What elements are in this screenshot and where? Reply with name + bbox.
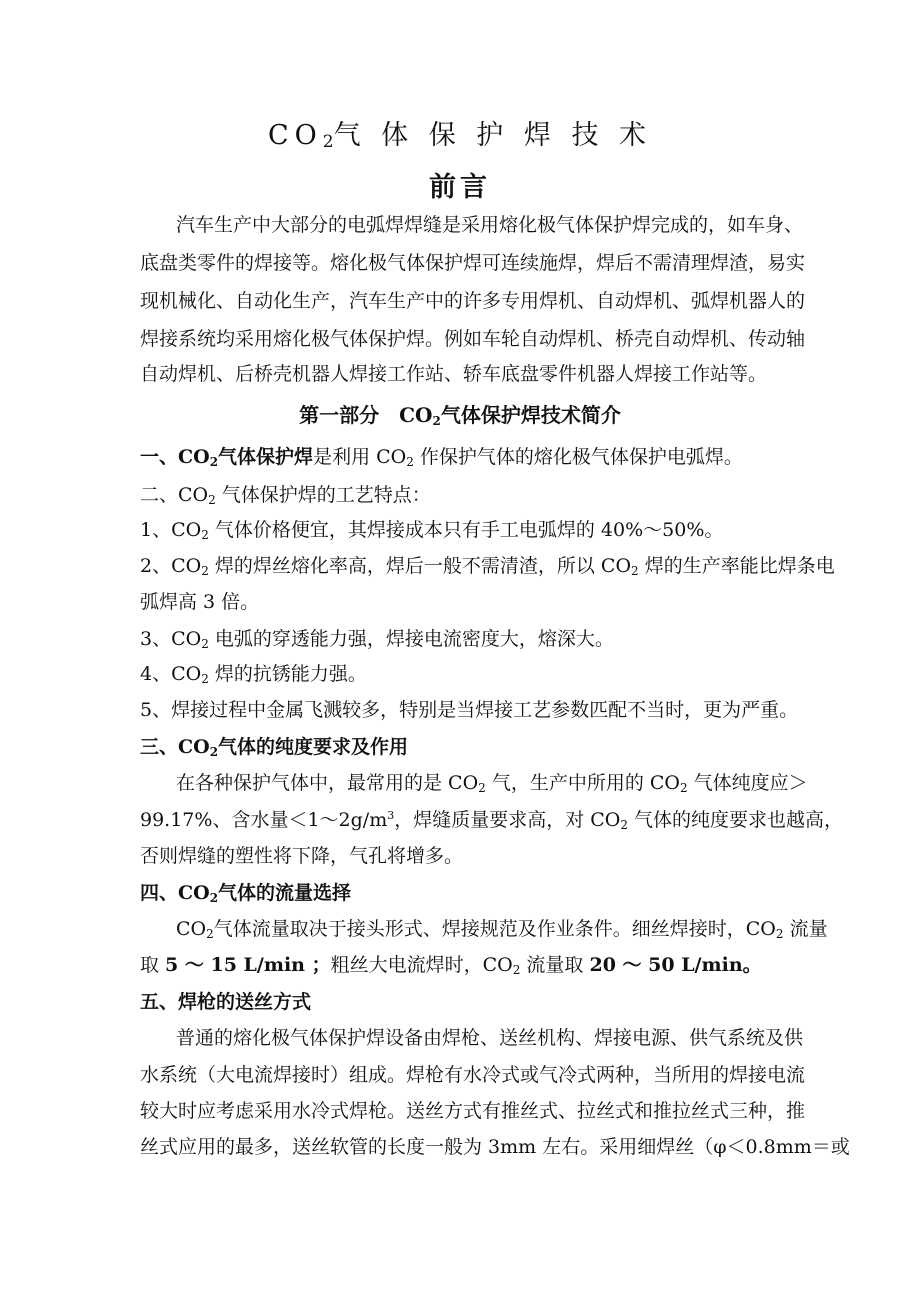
para-text: 流量取 (520, 954, 590, 976)
section-two-heading (140, 482, 800, 508)
preface-line: 自动焊机、后桥壳机器人焊接工作站、轿车底盘零件机器人焊接工作站等。 (140, 363, 768, 385)
preface-line: 现机械化、自动化生产，汽车生产中的许多专用焊机、自动焊机、弧焊机器人的 (140, 290, 806, 312)
torch-line: 较大时应考虑采用水冷式焊枪。送丝方式有推丝式、拉丝式和推拉丝式三种，推 (140, 1100, 806, 1122)
torch-line: 普通的熔化极气体保护焊设备由焊枪、送丝机构、焊接电源、供气系统及供 (176, 1027, 804, 1049)
flow-range-thick: 20 ～ 50 L/min。 (589, 954, 762, 976)
para-text: 取 (140, 954, 166, 976)
section-subscript: 2 (209, 891, 219, 905)
section-subscript: 2 (209, 745, 219, 759)
preface-line: 底盘类零件的焊接等。熔化极气体保护焊可连续施焊，焊后不需清理焊渣，易实 (140, 252, 806, 274)
heading-subscript: 2 (432, 414, 441, 428)
para-text: 流量 (783, 918, 828, 940)
item-subscript: 2 (201, 564, 209, 578)
para-text: ，焊缝质量要求高，对 CO (394, 809, 621, 831)
section-text: 气体的纯度要求及作用 (218, 736, 409, 758)
title-subscript: 2 (322, 132, 334, 152)
title-text: CO (267, 120, 323, 151)
section-text: 四、CO (140, 882, 210, 904)
preface-line: 焊接系统均采用熔化极气体保护焊。例如车轮自动焊机、桥壳自动焊机、传动轴 (140, 328, 806, 350)
feature-item-2-cont: 弧焊高 3 倍。 (140, 591, 260, 613)
preface-heading: 前言 (429, 172, 491, 203)
section-text: 作保护气体的熔化极气体保护电弧焊。 (413, 446, 743, 468)
para-text: 气体的纯度要求也越高， (628, 809, 844, 831)
item-text: 2、CO (140, 555, 202, 577)
title-text: 气 体 保 护 焊 技 术 (333, 120, 653, 151)
item-text: 电弧的穿透能力强，焊接电流密度大，熔深大。 (208, 628, 614, 650)
torch-line: 水系统（大电流焊接时）组成。焊枪有水冷式或气冷式两种，当所用的焊接电流 (140, 1064, 806, 1086)
preface-line: 汽车生产中大部分的电弧焊焊缝是采用熔化极气体保护焊完成的，如车身、 (176, 214, 804, 236)
para-superscript: 3 (387, 809, 395, 822)
item-text: 焊的焊丝熔化率高，焊后一般不需清渣，所以 CO (208, 555, 632, 577)
para-text: 99.17%、含水量＜1～2g/m (140, 809, 388, 831)
section-subscript: 2 (208, 493, 216, 507)
heading-text: 第一部分 CO (299, 403, 433, 427)
para-subscript: 2 (775, 927, 784, 941)
section-four-heading (140, 880, 800, 906)
section-text: 是利用 CO (313, 446, 407, 468)
flow-line (176, 916, 828, 942)
section-one-line (140, 444, 800, 470)
para-subscript: 2 (620, 818, 629, 832)
heading-text: 气体保护焊技术简介 (440, 403, 621, 427)
document-title (0, 118, 920, 154)
section-text: 二、CO (140, 484, 209, 506)
section-subscript: 2 (209, 455, 219, 469)
feature-item-3 (140, 626, 800, 652)
section-text: 三、CO (140, 736, 210, 758)
section-text: 气体的流量选择 (218, 882, 352, 904)
item-text: 焊的抗锈能力强。 (208, 663, 367, 685)
section-three-heading (140, 734, 800, 760)
para-text: 粗丝大电流焊时，CO (330, 954, 513, 976)
item-subscript: 2 (201, 672, 209, 686)
purity-line: 否则焊缝的塑性将下降，气孔将增多。 (140, 845, 464, 867)
para-text: 气体纯度应＞ (687, 772, 808, 794)
para-text: 气体流量取决于接头形式、焊接规范及作业条件。细丝焊接时，CO (213, 918, 776, 940)
para-text: CO (176, 918, 207, 940)
para-text: 气，生产中所用的 CO (485, 772, 680, 794)
torch-line: 丝式应用的最多，送丝软管的长度一般为 3mm 左右。采用细焊丝（φ＜0.8mm＝或 (140, 1136, 850, 1158)
para-subscript: 2 (206, 927, 214, 941)
section-text: 一、CO (140, 446, 210, 468)
section-text: 气体保护焊的工艺特点： (215, 484, 431, 506)
para-subscript: 2 (680, 781, 688, 795)
para-subscript: 2 (512, 963, 521, 977)
part-one-heading (0, 402, 920, 428)
section-subscript: 2 (406, 455, 414, 469)
item-subscript: 2 (201, 528, 209, 542)
item-subscript: 2 (631, 564, 639, 578)
feature-item-2 (140, 553, 835, 579)
item-text: 4、CO (140, 663, 202, 685)
item-text: 气体价格便宜，其焊接成本只有手工电弧焊的 40%～50%。 (208, 519, 724, 541)
item-text: 焊的生产率能比焊条电 (638, 555, 835, 577)
feature-item-1 (140, 517, 800, 543)
purity-line (176, 770, 808, 796)
section-five-heading: 五、焊枪的送丝方式 (140, 991, 312, 1013)
item-text: 3、CO (140, 628, 202, 650)
item-text: 1、CO (140, 519, 202, 541)
flow-line (140, 952, 800, 978)
purity-line (140, 807, 844, 833)
para-subscript: 2 (478, 781, 486, 795)
feature-item-5: 5、焊接过程中金属飞溅较多，特别是当焊接工艺参数匹配不当时，更为严重。 (140, 699, 799, 721)
section-text: 气体保护焊 (218, 446, 314, 468)
feature-item-4 (140, 661, 800, 687)
item-subscript: 2 (201, 637, 209, 651)
flow-range-thin: 5 ～ 15 L/min ； (165, 954, 331, 976)
para-text: 在各种保护气体中，最常用的是 CO (176, 772, 479, 794)
